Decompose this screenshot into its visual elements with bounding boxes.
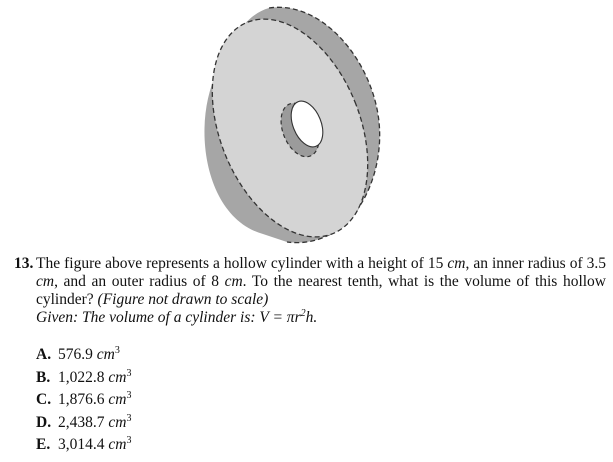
choice-unit: cm — [108, 391, 127, 408]
choice-letter: C. — [36, 391, 52, 408]
scale-note: (Figure not drawn to scale) — [97, 291, 269, 308]
question-text — [36, 255, 606, 309]
choice-c[interactable] — [36, 389, 131, 412]
hollow-cylinder-figure — [195, 6, 405, 246]
choice-value: 2,438.7 — [58, 413, 109, 431]
choice-letter: B. — [36, 368, 51, 386]
choice-value: 3,014.4 — [58, 436, 109, 453]
question-text-part1: The figure above represents a hollow cylinder with a height of 15 — [36, 255, 448, 272]
unit-inner-radius: cm — [36, 273, 55, 290]
answer-choices — [36, 344, 131, 457]
choice-a[interactable] — [36, 344, 131, 367]
choice-exponent: 3 — [126, 367, 132, 379]
choice-unit: cm — [108, 436, 127, 453]
choice-exponent: 3 — [114, 345, 120, 356]
choice-letter: E. — [36, 436, 51, 453]
given-label: Given: The volume of a cylinder is: — [36, 309, 260, 326]
choice-exponent: 3 — [126, 390, 132, 401]
formula-end: h. — [305, 309, 318, 326]
given-formula-line — [36, 309, 606, 327]
choice-value: 576.9 — [58, 346, 97, 363]
formula-exponent: 2 — [300, 308, 306, 319]
question-text-part3: , and an outer radius of 8 — [54, 273, 225, 290]
choice-unit: cm — [96, 346, 115, 363]
choice-letter: A. — [36, 346, 52, 363]
question-text-part4: . To the nearest tenth, what is the volume of this hollow cylinder? — [36, 273, 607, 308]
choice-e[interactable] — [36, 434, 131, 457]
choice-exponent: 3 — [126, 435, 132, 446]
unit-height: cm — [447, 255, 466, 272]
choice-unit: cm — [108, 368, 127, 386]
formula: V = πr — [259, 309, 301, 326]
choice-value: 1,876.6 — [58, 391, 109, 408]
choice-b[interactable] — [36, 367, 131, 390]
choice-exponent: 3 — [126, 412, 132, 424]
question-block — [14, 255, 606, 327]
choice-d[interactable] — [36, 412, 131, 435]
choice-unit: cm — [108, 413, 127, 431]
question-text-part2: , an inner radius of 3.5 — [465, 255, 606, 272]
unit-outer-radius: cm — [224, 273, 243, 290]
question-number: 13. — [14, 255, 34, 272]
choice-value: 1,022.8 — [58, 368, 109, 386]
choice-letter: D. — [36, 413, 52, 431]
